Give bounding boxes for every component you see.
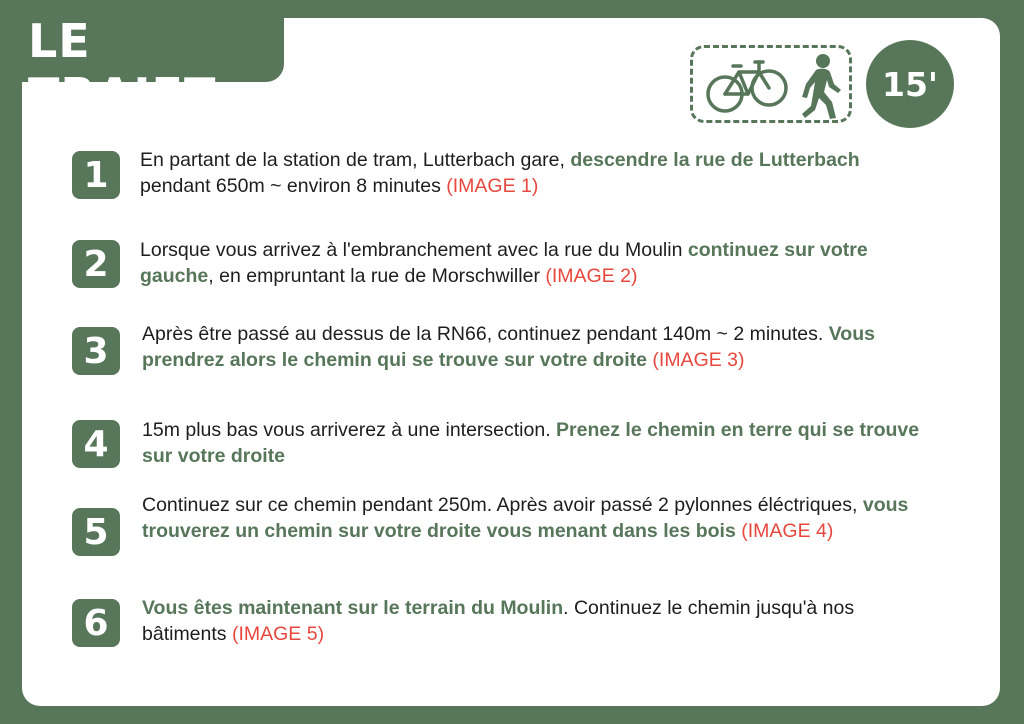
step-text-3: [142, 322, 932, 373]
step-number-3: 3: [72, 327, 120, 375]
image-reference: (IMAGE 3): [652, 348, 745, 371]
step-text-1: [140, 148, 930, 199]
image-reference: (IMAGE 5): [231, 622, 325, 645]
step-number-2: 2: [72, 240, 120, 288]
step-text-2: [140, 238, 930, 289]
highlighted-instruction: continuez sur votre gauche: [140, 239, 868, 287]
instruction-text: , en empruntant la rue de Morschwiller: [208, 264, 546, 287]
image-reference: (IMAGE 2): [545, 264, 638, 287]
instruction-text: Continuez sur ce chemin pendant 250m. Après avoir passé 2 pylonnes éléctriques,: [142, 494, 863, 516]
title-tab: [0, 0, 284, 122]
highlighted-instruction: Vous prendrez alors le chemin qui se trouve sur votre droite: [142, 323, 875, 371]
highlighted-instruction: Prenez le chemin en terre qui se trouve sur votre droite: [142, 419, 920, 467]
step-number-6: 6: [72, 599, 120, 647]
instruction-text: . Continuez le chemin jusqu'à nos bâtiments: [142, 597, 855, 645]
instruction-text: Après être passé au dessus de la RN66, continuez pendant 140m ~ 2 minutes.: [142, 323, 829, 345]
step-text-5: [142, 493, 932, 544]
bicycle-icon: [708, 62, 786, 111]
instruction-text: 15m plus bas vous arriverez à une intersection.: [142, 419, 557, 441]
instruction-text: pendant 650m ~ environ 8 minutes: [140, 174, 447, 197]
highlighted-instruction: vous trouverez un chemin sur votre droite vous menant dans les bois: [142, 494, 909, 542]
step-number-1: 1: [72, 151, 120, 199]
transport-icons: [693, 48, 849, 120]
duration-badge: 15': [866, 40, 954, 128]
step-text-4: [142, 418, 932, 469]
step-number-5: 5: [72, 508, 120, 556]
highlighted-instruction: descendre la rue de Lutterbach: [570, 149, 860, 171]
highlighted-instruction: Vous êtes maintenant sur le terrain du Moulin: [142, 597, 564, 619]
step-text-6: [142, 596, 932, 647]
instruction-text: En partant de la station de tram, Lutterbach gare,: [140, 149, 571, 171]
image-reference: (IMAGE 4): [741, 519, 834, 542]
transport-mode-box: [690, 45, 852, 123]
page-title: LE TRAJET: [28, 14, 217, 122]
image-reference: (IMAGE 1): [446, 174, 539, 197]
step-number-4: 4: [72, 420, 120, 468]
pedestrian-icon: [802, 54, 841, 119]
instruction-text: Lorsque vous arrivez à l'embranchement avec la rue du Moulin: [140, 239, 688, 261]
